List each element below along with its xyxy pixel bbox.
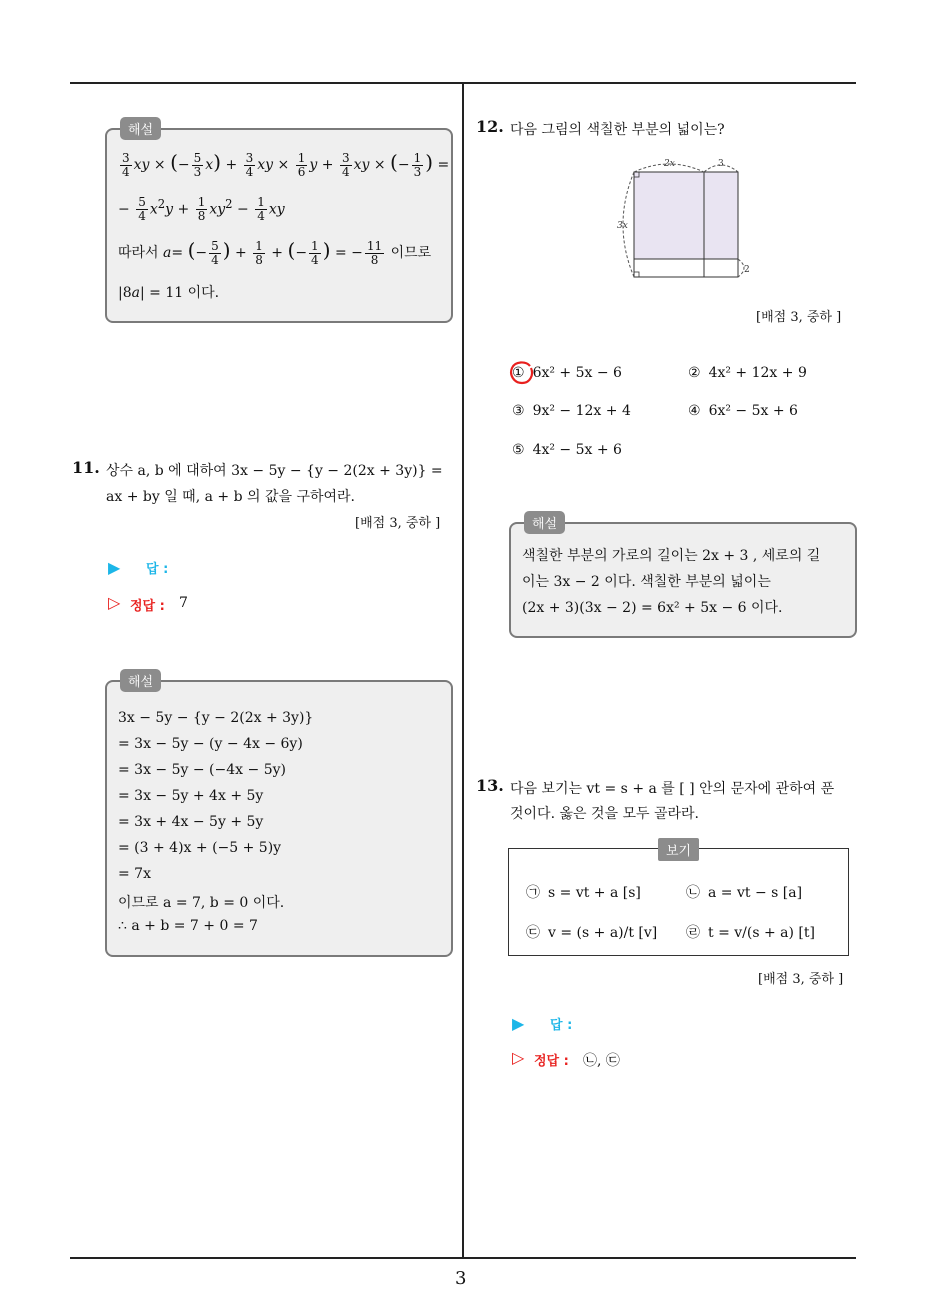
rectangle-figure [610, 150, 760, 285]
question-text: 상수 a, b 에 대하여 3x − 5y − {y − 2(2x + 3y)} = [106, 463, 443, 479]
bottom-rule [70, 1257, 856, 1259]
correct-arrow-icon: ▷ [108, 593, 121, 612]
example-item [526, 882, 641, 902]
choice-item[interactable] [688, 365, 807, 381]
figure-label: 2x [664, 159, 675, 169]
solution-line: ∴ a + b = 7 + 0 = 7 [118, 918, 258, 934]
example-tag: 보기 [658, 838, 699, 861]
question-number: 13. [476, 776, 504, 795]
question-number: 11. [72, 458, 100, 477]
choice-mark: ⑤ [512, 442, 525, 458]
question-text: 것이다. 옳은 것을 모두 골라라. [510, 806, 699, 822]
solution-tag: 해설 [120, 669, 161, 692]
solution-line: = 7x [118, 866, 151, 882]
example-expression: s = vt + a [s] [548, 885, 641, 901]
solution-line: = 3x − 5y − (−4x − 5y) [118, 762, 286, 778]
correct-label: 정답 : [130, 599, 165, 614]
solution-line: = 3x + 4x − 5y + 5y [118, 814, 264, 830]
answer-label: 답 : [146, 562, 169, 577]
page-number: 3 [455, 1268, 467, 1289]
column-divider [462, 84, 464, 1258]
example-expression: v = (s + a)/t [v] [548, 925, 658, 941]
example-mark: ㉡ [686, 885, 700, 901]
correct-arrow-icon: ▷ [512, 1048, 525, 1067]
question-number: 12. [476, 117, 504, 136]
choice-item[interactable] [512, 403, 631, 419]
correct-value: 7 [179, 595, 188, 611]
question-text: 다음 보기는 vt = s + a 를 [ ] 안의 문자에 관하여 푼 [510, 781, 835, 797]
choice-item[interactable] [512, 442, 622, 458]
solution-line: 이므로 a = 7, b = 0 이다. [118, 895, 285, 911]
choice-expression: 4x² − 5x + 6 [532, 442, 622, 458]
score-label: [배점 3, 중하 ] [355, 516, 441, 531]
example-expression: t = v/(s + a) [t] [708, 925, 815, 941]
score-label: [배점 3, 중하 ] [756, 310, 842, 325]
example-mark: ㉢ [526, 925, 540, 941]
correct-value: ㉡, ㉢ [583, 1053, 620, 1069]
choice-expression: 4x² + 12x + 9 [708, 365, 807, 381]
shaded-region [634, 172, 738, 259]
solution-line: |8a| = 11 이다. [118, 285, 220, 301]
choice-mark: ③ [512, 403, 525, 419]
choice-mark: ② [688, 365, 701, 381]
solution-line: 이는 3x − 2 이다. 색칠한 부분의 넓이는 [522, 574, 771, 590]
example-expression: a = vt − s [a] [708, 885, 803, 901]
question-text: ax + by 일 때, a + b 의 값을 구하여라. [106, 489, 356, 505]
question-text: 다음 그림의 색칠한 부분의 넓이는? [510, 122, 725, 138]
choice-item[interactable] [688, 403, 798, 419]
choice-expression: 6x² − 5x + 6 [708, 403, 798, 419]
solution-line: (2x + 3)(3x − 2) = 6x² + 5x − 6 이다. [522, 600, 783, 616]
solution-line: − $\frac{5}{4}$ $x^2y$ + $\frac{1}{8}$ $xy^2$ − $\frac{1}{4}$ xy [118, 195, 285, 223]
solution-tag: 해설 [120, 117, 161, 140]
solution-line: = 3x − 5y + 4x + 5y [118, 788, 264, 804]
answer-label: 답 : [550, 1018, 573, 1033]
solution-line: 색칠한 부분의 가로의 길이는 2x + 3 , 세로의 길 [522, 548, 821, 564]
figure-label: 3x [617, 221, 628, 231]
answer-arrow-icon: ▶ [108, 558, 121, 577]
example-item [686, 882, 802, 902]
choice-expression: 9x² − 12x + 4 [532, 403, 631, 419]
figure-label: 3 [718, 159, 724, 169]
solution-line: = (3 + 4)x + (−5 + 5)y [118, 840, 282, 856]
score-label: [배점 3, 중하 ] [758, 972, 844, 987]
example-mark: ㉣ [686, 925, 700, 941]
solution-line: = 3x − 5y − (y − 4x − 6y) [118, 736, 303, 752]
selected-circle-icon [508, 360, 536, 386]
solution-tag: 해설 [524, 511, 565, 534]
choice-expression: 6x² + 5x − 6 [532, 365, 622, 381]
example-item [686, 922, 815, 942]
example-item [526, 922, 657, 942]
answer-arrow-icon: ▶ [512, 1014, 525, 1033]
choice-mark: ① [512, 365, 525, 381]
correct-label: 정답 : [534, 1054, 569, 1069]
solution-line: 3x − 5y − {y − 2(2x + 3y)} [118, 710, 314, 726]
solution-line: 따라서 a= (− $\frac{5}{4}$ ) + $\frac{1}{8}$ + (− $\frac{1}{4}$ ) = − $\frac{11}{8}$ 이므로 [118, 238, 432, 267]
figure-label: 2 [744, 265, 750, 275]
choice-mark: ④ [688, 403, 701, 419]
example-mark: ㉠ [526, 885, 540, 901]
solution-line: $\frac{3}{4}$ xy × (− $\frac{5}{3}$ x) + $\frac{3}{4}$ xy × $\frac{1}{6}$ y + $\frac{3}{4}$ xy × (− $\frac{1}{3}$ ) = [122, 150, 450, 179]
